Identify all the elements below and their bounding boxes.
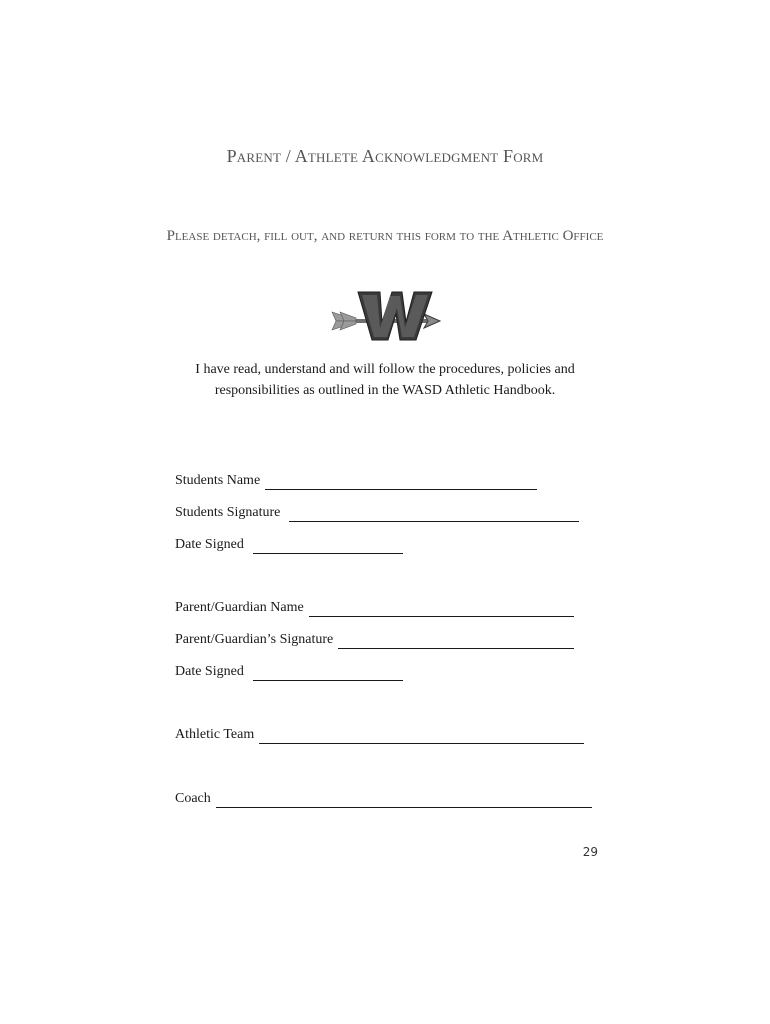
arrow-w-logo — [330, 288, 442, 344]
students-signature-field[interactable] — [175, 504, 579, 522]
student-date-signed-line[interactable] — [253, 539, 403, 554]
parent-date-signed-label: Date Signed — [175, 664, 244, 679]
page-subtitle: Please detach, fill out, and return this form to the Athletic Office — [166, 228, 604, 244]
student-date-signed-field[interactable] — [175, 536, 403, 554]
students-name-line[interactable] — [265, 475, 537, 490]
students-name-field[interactable] — [175, 472, 537, 490]
coach-field[interactable] — [175, 790, 592, 808]
parent-date-signed-field[interactable] — [175, 663, 403, 681]
parent-name-label: Parent/Guardian Name — [175, 600, 304, 615]
parent-signature-line[interactable] — [338, 634, 574, 649]
coach-label: Coach — [175, 791, 211, 806]
athletic-team-label: Athletic Team — [175, 727, 255, 742]
parent-date-signed-line[interactable] — [253, 666, 403, 681]
w-letter-icon — [358, 292, 432, 340]
page-number: 29 — [582, 845, 598, 859]
athletic-team-line[interactable] — [259, 729, 584, 744]
parent-name-line[interactable] — [309, 602, 574, 617]
athletic-team-field[interactable] — [175, 726, 584, 744]
parent-signature-field[interactable] — [175, 631, 574, 649]
parent-signature-label: Parent/Guardian’s Signature — [175, 632, 334, 647]
page-title: Parent / Athlete Acknowledgment Form — [226, 146, 544, 166]
students-signature-label: Students Signature — [175, 505, 281, 520]
coach-line[interactable] — [216, 793, 592, 808]
parent-name-field[interactable] — [175, 599, 574, 617]
acknowledgment-statement: I have read, understand and will follow the procedures, policies and responsibilities as outlined in the WASD Athletic Handbook. — [195, 362, 575, 398]
arrow-fletching-icon — [332, 312, 356, 330]
students-name-label: Students Name — [175, 473, 261, 488]
students-signature-line[interactable] — [289, 507, 579, 522]
student-date-signed-label: Date Signed — [175, 537, 244, 552]
